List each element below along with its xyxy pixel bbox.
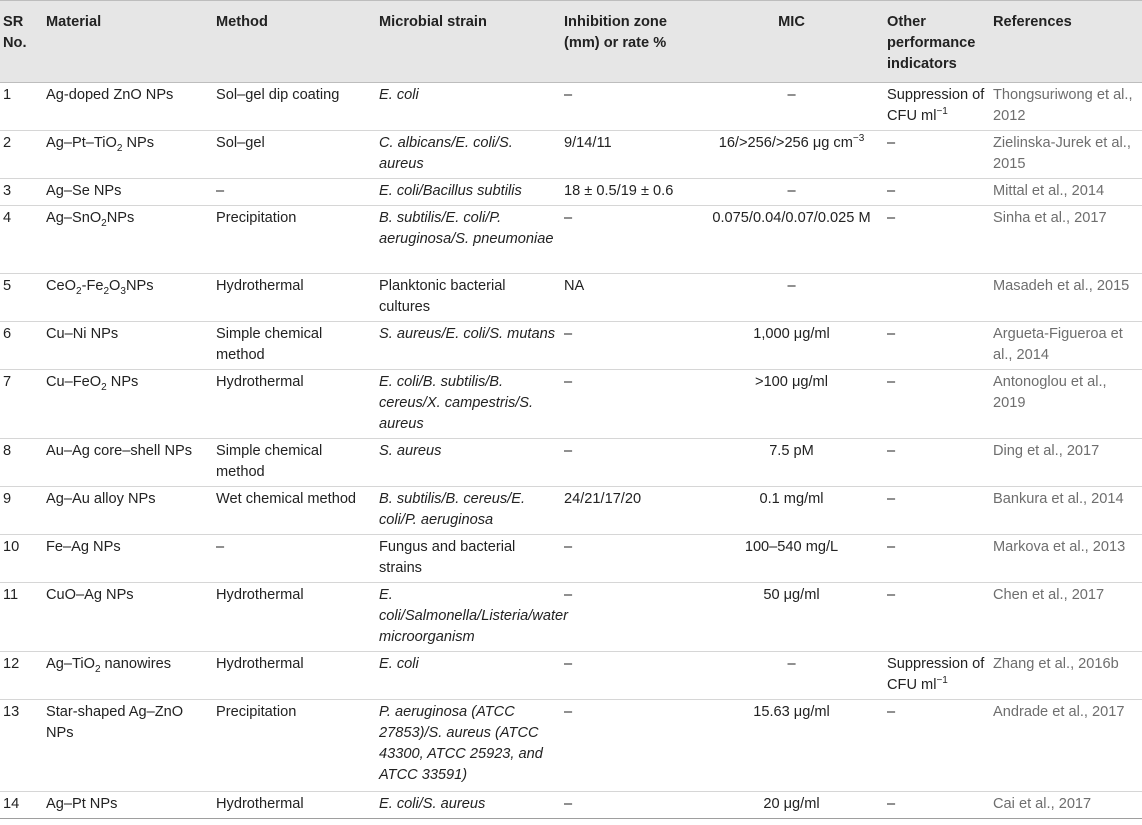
header-row bbox=[0, 1, 1142, 83]
formula-subscript: 2 bbox=[116, 142, 123, 154]
cell-sr-no bbox=[0, 535, 44, 583]
cell-mic bbox=[702, 274, 885, 322]
microbial-strain-text: S. aureus bbox=[379, 443, 442, 459]
cell-other-indicators bbox=[885, 652, 991, 700]
material-name: CuO–Ag NPs bbox=[46, 587, 134, 603]
cell-reference bbox=[991, 792, 1142, 819]
sr-number: 12 bbox=[3, 656, 20, 672]
cell-inhibition bbox=[562, 700, 702, 792]
material-name: Ag–SnO bbox=[46, 210, 102, 226]
cell-sr-no bbox=[0, 370, 44, 439]
cell-material bbox=[44, 439, 214, 487]
header-inhibition-zone: Inhibition zone (mm) or rate % bbox=[562, 1, 702, 83]
method-text: Simple chemical method bbox=[216, 326, 323, 363]
cell-material bbox=[44, 792, 214, 819]
mic-value: 0.1 mg/ml bbox=[759, 491, 824, 507]
microbial-strain-text: P. aeruginosa (ATCC 27853)/S. aureus (ATCC 43300, ATCC 25923, and ATCC 33591) bbox=[379, 704, 543, 783]
formula-superscript: −3 bbox=[852, 133, 865, 145]
inhibition-value: – bbox=[564, 656, 573, 672]
cell-sr-no bbox=[0, 700, 44, 792]
material-name: Ag–Pt NPs bbox=[46, 796, 118, 812]
cell-mic bbox=[702, 131, 885, 179]
method-text: – bbox=[216, 539, 225, 555]
material-part: O bbox=[109, 278, 121, 294]
cell-material bbox=[44, 583, 214, 652]
microbial-strain-text: B. subtilis/E. coli/P. aeruginosa/S. pneumoniae bbox=[379, 210, 554, 247]
cell-microbial-strain bbox=[377, 700, 562, 792]
inhibition-value: – bbox=[564, 374, 573, 390]
other-indicator-text: – bbox=[887, 587, 896, 603]
reference-text: Bankura et al., 2014 bbox=[993, 491, 1124, 507]
material-suffix: NPs bbox=[106, 210, 135, 226]
cell-other-indicators bbox=[885, 179, 991, 206]
cell-method bbox=[214, 652, 377, 700]
sr-number: 13 bbox=[3, 704, 20, 720]
other-indicator-text: – bbox=[887, 539, 896, 555]
sr-number: 5 bbox=[3, 278, 12, 294]
cell-sr-no bbox=[0, 179, 44, 206]
table-row bbox=[0, 535, 1142, 583]
material-name: Fe–Ag NPs bbox=[46, 539, 121, 555]
other-indicator-text: – bbox=[887, 491, 896, 507]
cell-sr-no bbox=[0, 322, 44, 370]
cell-method bbox=[214, 83, 377, 131]
method-text: Wet chemical method bbox=[216, 491, 357, 507]
reference-text: Thongsuriwong et al., 2012 bbox=[993, 87, 1133, 124]
header-method: Method bbox=[214, 1, 377, 83]
cell-microbial-strain bbox=[377, 179, 562, 206]
header-material: Material bbox=[44, 1, 214, 83]
sr-number: 8 bbox=[3, 443, 12, 459]
mic-value: – bbox=[787, 183, 796, 199]
cell-sr-no bbox=[0, 652, 44, 700]
microbial-strain-text: Planktonic bacterial cultures bbox=[379, 278, 506, 315]
reference-text: Sinha et al., 2017 bbox=[993, 210, 1107, 226]
cell-method bbox=[214, 487, 377, 535]
sr-number: 2 bbox=[3, 135, 12, 151]
material-name: Ag–Pt–TiO bbox=[46, 135, 117, 151]
cell-reference bbox=[991, 322, 1142, 370]
microbial-strain-text: E. coli/S. aureus bbox=[379, 796, 486, 812]
material-name: Ag–Au alloy NPs bbox=[46, 491, 156, 507]
table-row bbox=[0, 792, 1142, 819]
table-row bbox=[0, 206, 1142, 274]
cell-microbial-strain bbox=[377, 206, 562, 274]
cell-microbial-strain bbox=[377, 792, 562, 819]
cell-method bbox=[214, 583, 377, 652]
cell-inhibition bbox=[562, 439, 702, 487]
other-indicator-text: – bbox=[887, 374, 896, 390]
cell-other-indicators bbox=[885, 322, 991, 370]
mic-value: – bbox=[787, 278, 796, 294]
reference-text: Zielinska-Jurek et al., 2015 bbox=[993, 135, 1131, 172]
cell-other-indicators bbox=[885, 206, 991, 274]
method-text: Sol–gel dip coating bbox=[216, 87, 340, 103]
formula-subscript: 2 bbox=[94, 663, 101, 675]
microbial-strain-text: E. coli/Salmonella/Listeria/water microorganism bbox=[379, 587, 568, 645]
other-indicator-text: Suppression of CFU ml bbox=[887, 87, 985, 124]
other-indicator-text: Suppression of CFU ml bbox=[887, 656, 985, 693]
sr-number: 11 bbox=[3, 587, 19, 603]
cell-material bbox=[44, 274, 214, 322]
microbial-strain-text: E. coli bbox=[379, 87, 419, 103]
microbial-strain-text: E. coli/B. subtilis/B. cereus/X. campestris/S. aureus bbox=[379, 374, 534, 432]
cell-material bbox=[44, 83, 214, 131]
header-microbial-strain: Microbial strain bbox=[377, 1, 562, 83]
cell-microbial-strain bbox=[377, 83, 562, 131]
reference-text: Zhang et al., 2016b bbox=[993, 656, 1119, 672]
other-indicator-text: – bbox=[887, 183, 896, 199]
table-row bbox=[0, 179, 1142, 206]
formula-subscript: 3 bbox=[120, 285, 126, 297]
table-row bbox=[0, 652, 1142, 700]
cell-other-indicators bbox=[885, 83, 991, 131]
header-sr-no: SR No. bbox=[0, 1, 44, 83]
table-row bbox=[0, 583, 1142, 652]
reference-text: Markova et al., 2013 bbox=[993, 539, 1126, 555]
cell-reference bbox=[991, 83, 1142, 131]
cell-mic bbox=[702, 322, 885, 370]
cell-inhibition bbox=[562, 792, 702, 819]
microbial-strain-text: S. aureus/E. coli/S. mutans bbox=[379, 326, 556, 342]
cell-mic bbox=[702, 83, 885, 131]
cell-method bbox=[214, 131, 377, 179]
material-suffix: NPs bbox=[125, 278, 154, 294]
cell-other-indicators bbox=[885, 439, 991, 487]
reference-text: Cai et al., 2017 bbox=[993, 796, 1092, 812]
mic-value: 15.63 μg/ml bbox=[753, 704, 830, 720]
cell-mic bbox=[702, 439, 885, 487]
header-mic: MIC bbox=[702, 1, 885, 83]
material-name: Cu–Ni NPs bbox=[46, 326, 119, 342]
mic-value: – bbox=[787, 87, 796, 103]
sr-number: 3 bbox=[3, 183, 12, 199]
microbial-strain-text: E. coli/Bacillus subtilis bbox=[379, 183, 522, 199]
material-name: Ag–Se NPs bbox=[46, 183, 122, 199]
cell-method bbox=[214, 179, 377, 206]
cell-reference bbox=[991, 439, 1142, 487]
inhibition-value: – bbox=[564, 443, 573, 459]
cell-other-indicators bbox=[885, 583, 991, 652]
cell-microbial-strain bbox=[377, 131, 562, 179]
sr-number: 14 bbox=[3, 796, 20, 812]
method-text: Sol–gel bbox=[216, 135, 265, 151]
sr-number: 9 bbox=[3, 491, 12, 507]
reference-text: Masadeh et al., 2015 bbox=[993, 278, 1130, 294]
inhibition-value: NA bbox=[564, 278, 585, 294]
formula-superscript: −1 bbox=[936, 675, 948, 687]
cell-microbial-strain bbox=[377, 583, 568, 652]
reference-text: Antonoglou et al., 2019 bbox=[993, 374, 1107, 411]
method-text: Precipitation bbox=[216, 210, 297, 226]
cell-sr-no bbox=[0, 206, 44, 274]
cell-inhibition bbox=[562, 370, 702, 439]
other-indicator-text: – bbox=[887, 796, 896, 812]
cell-reference bbox=[991, 179, 1142, 206]
cell-mic bbox=[702, 487, 885, 535]
method-text: Hydrothermal bbox=[216, 587, 304, 603]
method-text: Hydrothermal bbox=[216, 796, 304, 812]
cell-reference bbox=[991, 535, 1142, 583]
cell-microbial-strain bbox=[377, 370, 562, 439]
inhibition-value: – bbox=[564, 704, 573, 720]
other-indicator-text: – bbox=[887, 210, 896, 226]
cell-microbial-strain bbox=[377, 652, 562, 700]
cell-method bbox=[214, 700, 377, 792]
method-text: – bbox=[216, 183, 225, 199]
method-text: Hydrothermal bbox=[216, 374, 304, 390]
material-suffix: nanowires bbox=[100, 656, 172, 672]
cell-material bbox=[44, 370, 214, 439]
method-text: Simple chemical method bbox=[216, 443, 323, 480]
cell-material bbox=[44, 652, 214, 700]
material-part: -Fe bbox=[81, 278, 104, 294]
mic-value: 0.075/0.04/0.07/0.025 M bbox=[712, 210, 871, 226]
sr-number: 10 bbox=[3, 539, 20, 555]
cell-sr-no bbox=[0, 792, 44, 819]
cell-other-indicators bbox=[885, 792, 991, 819]
cell-inhibition bbox=[562, 206, 702, 274]
reference-text: Andrade et al., 2017 bbox=[993, 704, 1125, 720]
mic-value: 20 μg/ml bbox=[763, 796, 820, 812]
cell-other-indicators bbox=[885, 274, 991, 322]
cell-other-indicators bbox=[885, 370, 991, 439]
cell-material bbox=[44, 322, 214, 370]
other-indicator-text: – bbox=[887, 135, 896, 151]
reference-text: Chen et al., 2017 bbox=[993, 587, 1105, 603]
material-name: Cu–FeO bbox=[46, 374, 102, 390]
material-name: Star-shaped Ag–ZnO NPs bbox=[46, 704, 184, 741]
material-name: Ag-doped ZnO NPs bbox=[46, 87, 174, 103]
header-references: References bbox=[991, 1, 1142, 83]
cell-method bbox=[214, 206, 377, 274]
cell-reference bbox=[991, 274, 1142, 322]
formula-superscript: −1 bbox=[936, 106, 948, 118]
cell-mic bbox=[702, 700, 885, 792]
cell-material bbox=[44, 206, 214, 274]
cell-sr-no bbox=[0, 83, 44, 131]
cell-sr-no bbox=[0, 439, 44, 487]
formula-subscript: 2 bbox=[76, 285, 82, 297]
table-row bbox=[0, 131, 1142, 179]
method-text: Precipitation bbox=[216, 704, 297, 720]
cell-inhibition bbox=[562, 583, 702, 652]
table-row bbox=[0, 274, 1142, 322]
cell-sr-no bbox=[0, 274, 44, 322]
material-name: CeO bbox=[46, 278, 77, 294]
cell-reference bbox=[991, 131, 1142, 179]
cell-other-indicators bbox=[885, 700, 991, 792]
table-row bbox=[0, 487, 1142, 535]
sr-number: 4 bbox=[3, 210, 12, 226]
sr-number: 1 bbox=[3, 87, 12, 103]
other-indicator-text: – bbox=[887, 326, 896, 342]
reference-text: Argueta-Figueroa et al., 2014 bbox=[993, 326, 1123, 363]
cell-reference bbox=[991, 370, 1142, 439]
cell-method bbox=[214, 322, 377, 370]
mic-value: 1,000 μg/ml bbox=[753, 326, 830, 342]
cell-inhibition bbox=[562, 322, 702, 370]
table-row bbox=[0, 700, 1142, 792]
cell-other-indicators bbox=[885, 131, 991, 179]
table-body bbox=[0, 83, 1142, 819]
header-other-indicators: Other performance indicators bbox=[885, 1, 991, 83]
sr-number: 7 bbox=[3, 374, 12, 390]
cell-other-indicators bbox=[885, 535, 991, 583]
microbial-strain-text: E. coli bbox=[379, 656, 419, 672]
inhibition-value: – bbox=[564, 539, 573, 555]
cell-inhibition bbox=[562, 179, 702, 206]
other-indicator-text: – bbox=[887, 704, 896, 720]
mic-value: 16/>256/>256 μg cm bbox=[718, 135, 853, 151]
material-name: Au–Ag core–shell NPs bbox=[46, 443, 193, 459]
cell-reference bbox=[991, 487, 1142, 535]
cell-inhibition bbox=[562, 487, 702, 535]
cell-material bbox=[44, 179, 214, 206]
cell-material bbox=[44, 131, 214, 179]
cell-microbial-strain bbox=[377, 535, 562, 583]
mic-value: – bbox=[787, 656, 796, 672]
cell-inhibition bbox=[562, 652, 702, 700]
cell-microbial-strain bbox=[377, 274, 562, 322]
cell-method bbox=[214, 274, 377, 322]
inhibition-value: – bbox=[564, 587, 573, 603]
cell-method bbox=[214, 792, 377, 819]
material-name: Ag–TiO bbox=[46, 656, 95, 672]
table-row bbox=[0, 370, 1142, 439]
inhibition-value: 18 ± 0.5/19 ± 0.6 bbox=[564, 183, 674, 199]
cell-microbial-strain bbox=[377, 322, 562, 370]
other-indicator-text: – bbox=[887, 443, 896, 459]
cell-inhibition bbox=[562, 131, 702, 179]
cell-sr-no bbox=[0, 487, 44, 535]
table-row bbox=[0, 322, 1142, 370]
inhibition-value: – bbox=[564, 326, 573, 342]
mic-value: 7.5 pM bbox=[769, 443, 814, 459]
cell-material bbox=[44, 487, 214, 535]
formula-subscript: 2 bbox=[103, 285, 110, 297]
sr-number: 6 bbox=[3, 326, 12, 342]
method-text: Hydrothermal bbox=[216, 656, 304, 672]
table-row bbox=[0, 83, 1142, 131]
microbial-strain-text: C. albicans/E. coli/S. aureus bbox=[379, 135, 513, 172]
microbial-strain-text: B. subtilis/B. cereus/E. coli/P. aeruginosa bbox=[379, 491, 525, 528]
cell-mic bbox=[702, 792, 885, 819]
cell-other-indicators bbox=[885, 487, 991, 535]
mic-value: >100 μg/ml bbox=[755, 374, 828, 390]
cell-material bbox=[44, 700, 214, 792]
cell-mic bbox=[702, 583, 885, 652]
formula-subscript: 2 bbox=[101, 217, 107, 229]
reference-text: Ding et al., 2017 bbox=[993, 443, 1100, 459]
cell-microbial-strain bbox=[377, 439, 562, 487]
table-row bbox=[0, 439, 1142, 487]
microbial-strain-text: Fungus and bacterial strains bbox=[379, 539, 516, 576]
formula-subscript: 2 bbox=[101, 381, 107, 393]
cell-mic bbox=[702, 206, 885, 274]
cell-method bbox=[214, 535, 377, 583]
cell-method bbox=[214, 370, 377, 439]
cell-reference bbox=[991, 652, 1142, 700]
cell-inhibition bbox=[562, 83, 702, 131]
inhibition-value: 9/14/11 bbox=[564, 135, 612, 151]
cell-mic bbox=[702, 535, 885, 583]
mic-value: 50 μg/ml bbox=[763, 587, 820, 603]
cell-sr-no bbox=[0, 131, 44, 179]
inhibition-value: – bbox=[564, 210, 573, 226]
cell-mic bbox=[702, 370, 885, 439]
inhibition-value: – bbox=[564, 87, 573, 103]
cell-material bbox=[44, 535, 214, 583]
cell-mic bbox=[702, 179, 885, 206]
inhibition-value: 24/21/17/20 bbox=[564, 491, 642, 507]
cell-inhibition bbox=[562, 535, 702, 583]
reference-text: Mittal et al., 2014 bbox=[993, 183, 1105, 199]
cell-reference bbox=[991, 583, 1142, 652]
cell-reference bbox=[991, 206, 1142, 274]
material-suffix: NPs bbox=[106, 374, 139, 390]
cell-microbial-strain bbox=[377, 487, 562, 535]
method-text: Hydrothermal bbox=[216, 278, 304, 294]
mic-value: 100–540 mg/L bbox=[744, 539, 839, 555]
cell-mic bbox=[702, 652, 885, 700]
inhibition-value: – bbox=[564, 796, 573, 812]
material-suffix: NPs bbox=[122, 135, 155, 151]
cell-inhibition bbox=[562, 274, 702, 322]
cell-reference bbox=[991, 700, 1142, 792]
table-header bbox=[0, 1, 1142, 83]
cell-sr-no bbox=[0, 583, 44, 652]
cell-method bbox=[214, 439, 377, 487]
